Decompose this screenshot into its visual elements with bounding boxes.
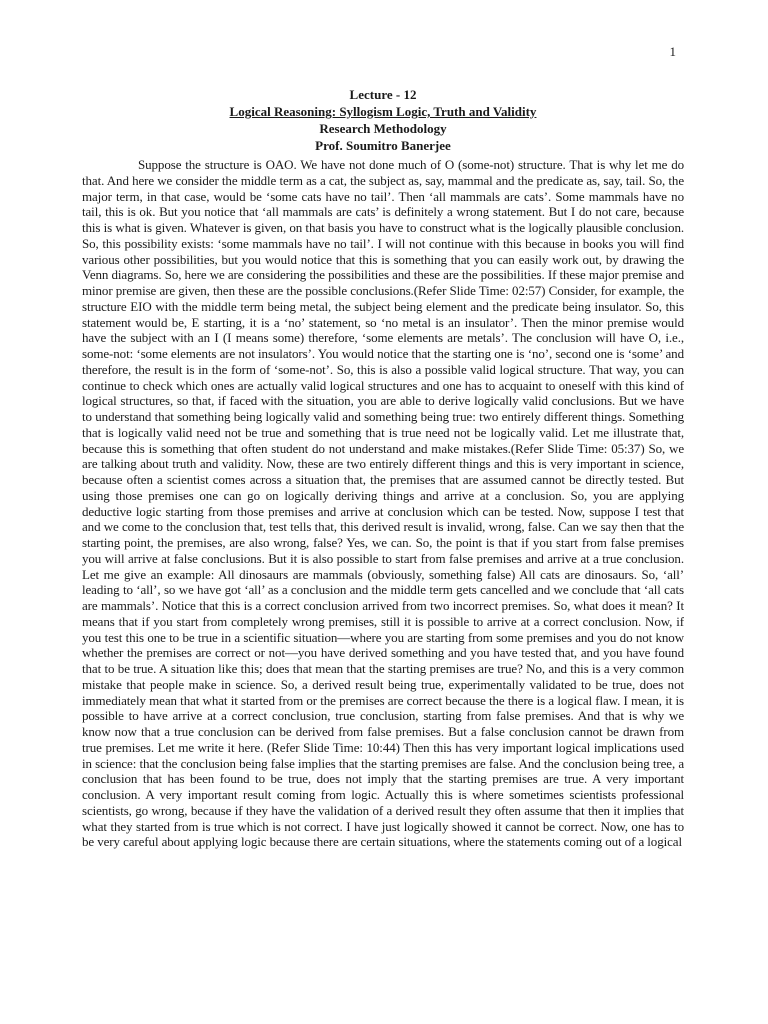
lecture-number: Lecture - 12	[349, 87, 417, 102]
document-header	[82, 86, 684, 154]
lecture-subtitle: Logical Reasoning: Syllogism Logic, Truth and Validity	[229, 104, 537, 119]
author-name: Prof. Soumitro Banerjee	[315, 138, 451, 153]
course-title: Research Methodology	[319, 121, 447, 136]
page-number: 1	[669, 44, 676, 59]
body-paragraph: Suppose the structure is OAO. We have not done much of O (some-not) structure. That is why let me do that. And here we consider the middle term as a cat, the subject as, say, mammal and the predicate as, say, tail. So, the major term, in that case, would be ‘some cats have no tail’. Then ‘all mammals are cats’. Some mammals have no tail, this is ok. But you notice that ‘all mammals are cats’ is definitely a wrong statement. But I do not care, because this is what is given. Whatever is given, on that basis you have to construct what is the logically plausible conclusion. So, this possibility exists: ‘some mammals have no tail’. I will not continue with this because in books you will find various other possibilities, but you would notice that this is something that you can easily work out, by drawing the Venn diagrams. So, here we are considering the possibilities and these are the possibilities. If these major premise and minor premise are given, then these are the possible conclusions.(Refer Slide Time: 02:57) Consider, for example, the structure EIO with the middle term being metal, the subject being element and the predicate being insulator. So, this statement would be, E starting, it is a ‘no’ statement, so ‘no metal is an insulator’. Then the minor premise would have the subject with an I (I means some) therefore, ‘some elements are metals’. The conclusion will have O, i.e., some-not: ‘some elements are not insulators’. You would notice that the starting one is ‘no’, second one is ‘some’ and therefore, the result is in the form of ‘some-not’. So, this is also a possible valid logical structure. That way, you can continue to check which ones are actually valid logical structures and one has to acquaint to oneself with this kind of logical structures, so that, if faced with the situation, you are able to derive logically valid conclusions. But we have to understand that something being logically valid and something being true: two entirely different things. Something that is logically valid need not be true and something that is true need not be logically valid. Let me illustrate that, because this is something that often student do not understand and make mistakes.(Refer Slide Time: 05:37) So, we are talking about truth and validity. Now, these are two entirely different things and this is very important in science, because often a scientist comes across a situation that, the premises that are assumed cannot be directly tested. But using those premises one can go on logically deriving things and arrive at a conclusion. So, you are applying deductive logic starting from those premises and arrive at conclusion which can be tested. Now, suppose I test that and we come to the conclusion that, test tells that, this derived result is invalid, wrong, false. Can we say then that the starting point, the premises, are also wrong, false? Yes, we can. So, the point is that if you start from false premises you will arrive at false conclusions. But it is also possible to start from false premises and arrive at a true conclusion. Let me give an example: All dinosaurs are mammals (obviously, something false) All cats are dinosaurs. So, ‘all’ leading to ‘all’, so we have got ‘all’ as a conclusion and the middle term gets cancelled and we conclude that ‘all cats are mammals’. Notice that this is a correct conclusion arrived from two incorrect premises. So, what does it mean? It means that if you start from completely wrong premises, still it is possible to arrive at a correct conclusion. Now, if you test this one to be true in a scientific situation—where you are starting from some premises and you do not know whether the premises are correct or not—you have derived something and you have tested that, and you have found that to be true. A situation like this; does that mean that the starting premises are true? No, and this is a very common mistake that people make in science. So, a derived result being true, experimentally validated to be true, does not immediately mean that what it started from or the premises are correct because the there is a logical flaw. I mean, it is possible to have arrive at a correct conclusion, true conclusion, starting from false premises. And that is why we know now that a true conclusion can be derived from false premises. But a false conclusion cannot be drawn from true premises. Let me write it here. (Refer Slide Time: 10:44) Then this has very important logical implications used in science: that the conclusion being false implies that the starting premises are false. And the conclusion being tree, a conclusion that has been found to be true, does not imply that the starting premises are true. A very important conclusion. A very important result coming from logic. Actually this is where sometimes scientists professional scientists, go wrong, because if they have the validation of a derived result they often assume that then it implies that what they started from is true which is not correct. I have just logically showed it cannot be correct. Now, one has to be very careful about applying logic because there are certain situations, where the statements coming out of a logical	[82, 157, 684, 850]
